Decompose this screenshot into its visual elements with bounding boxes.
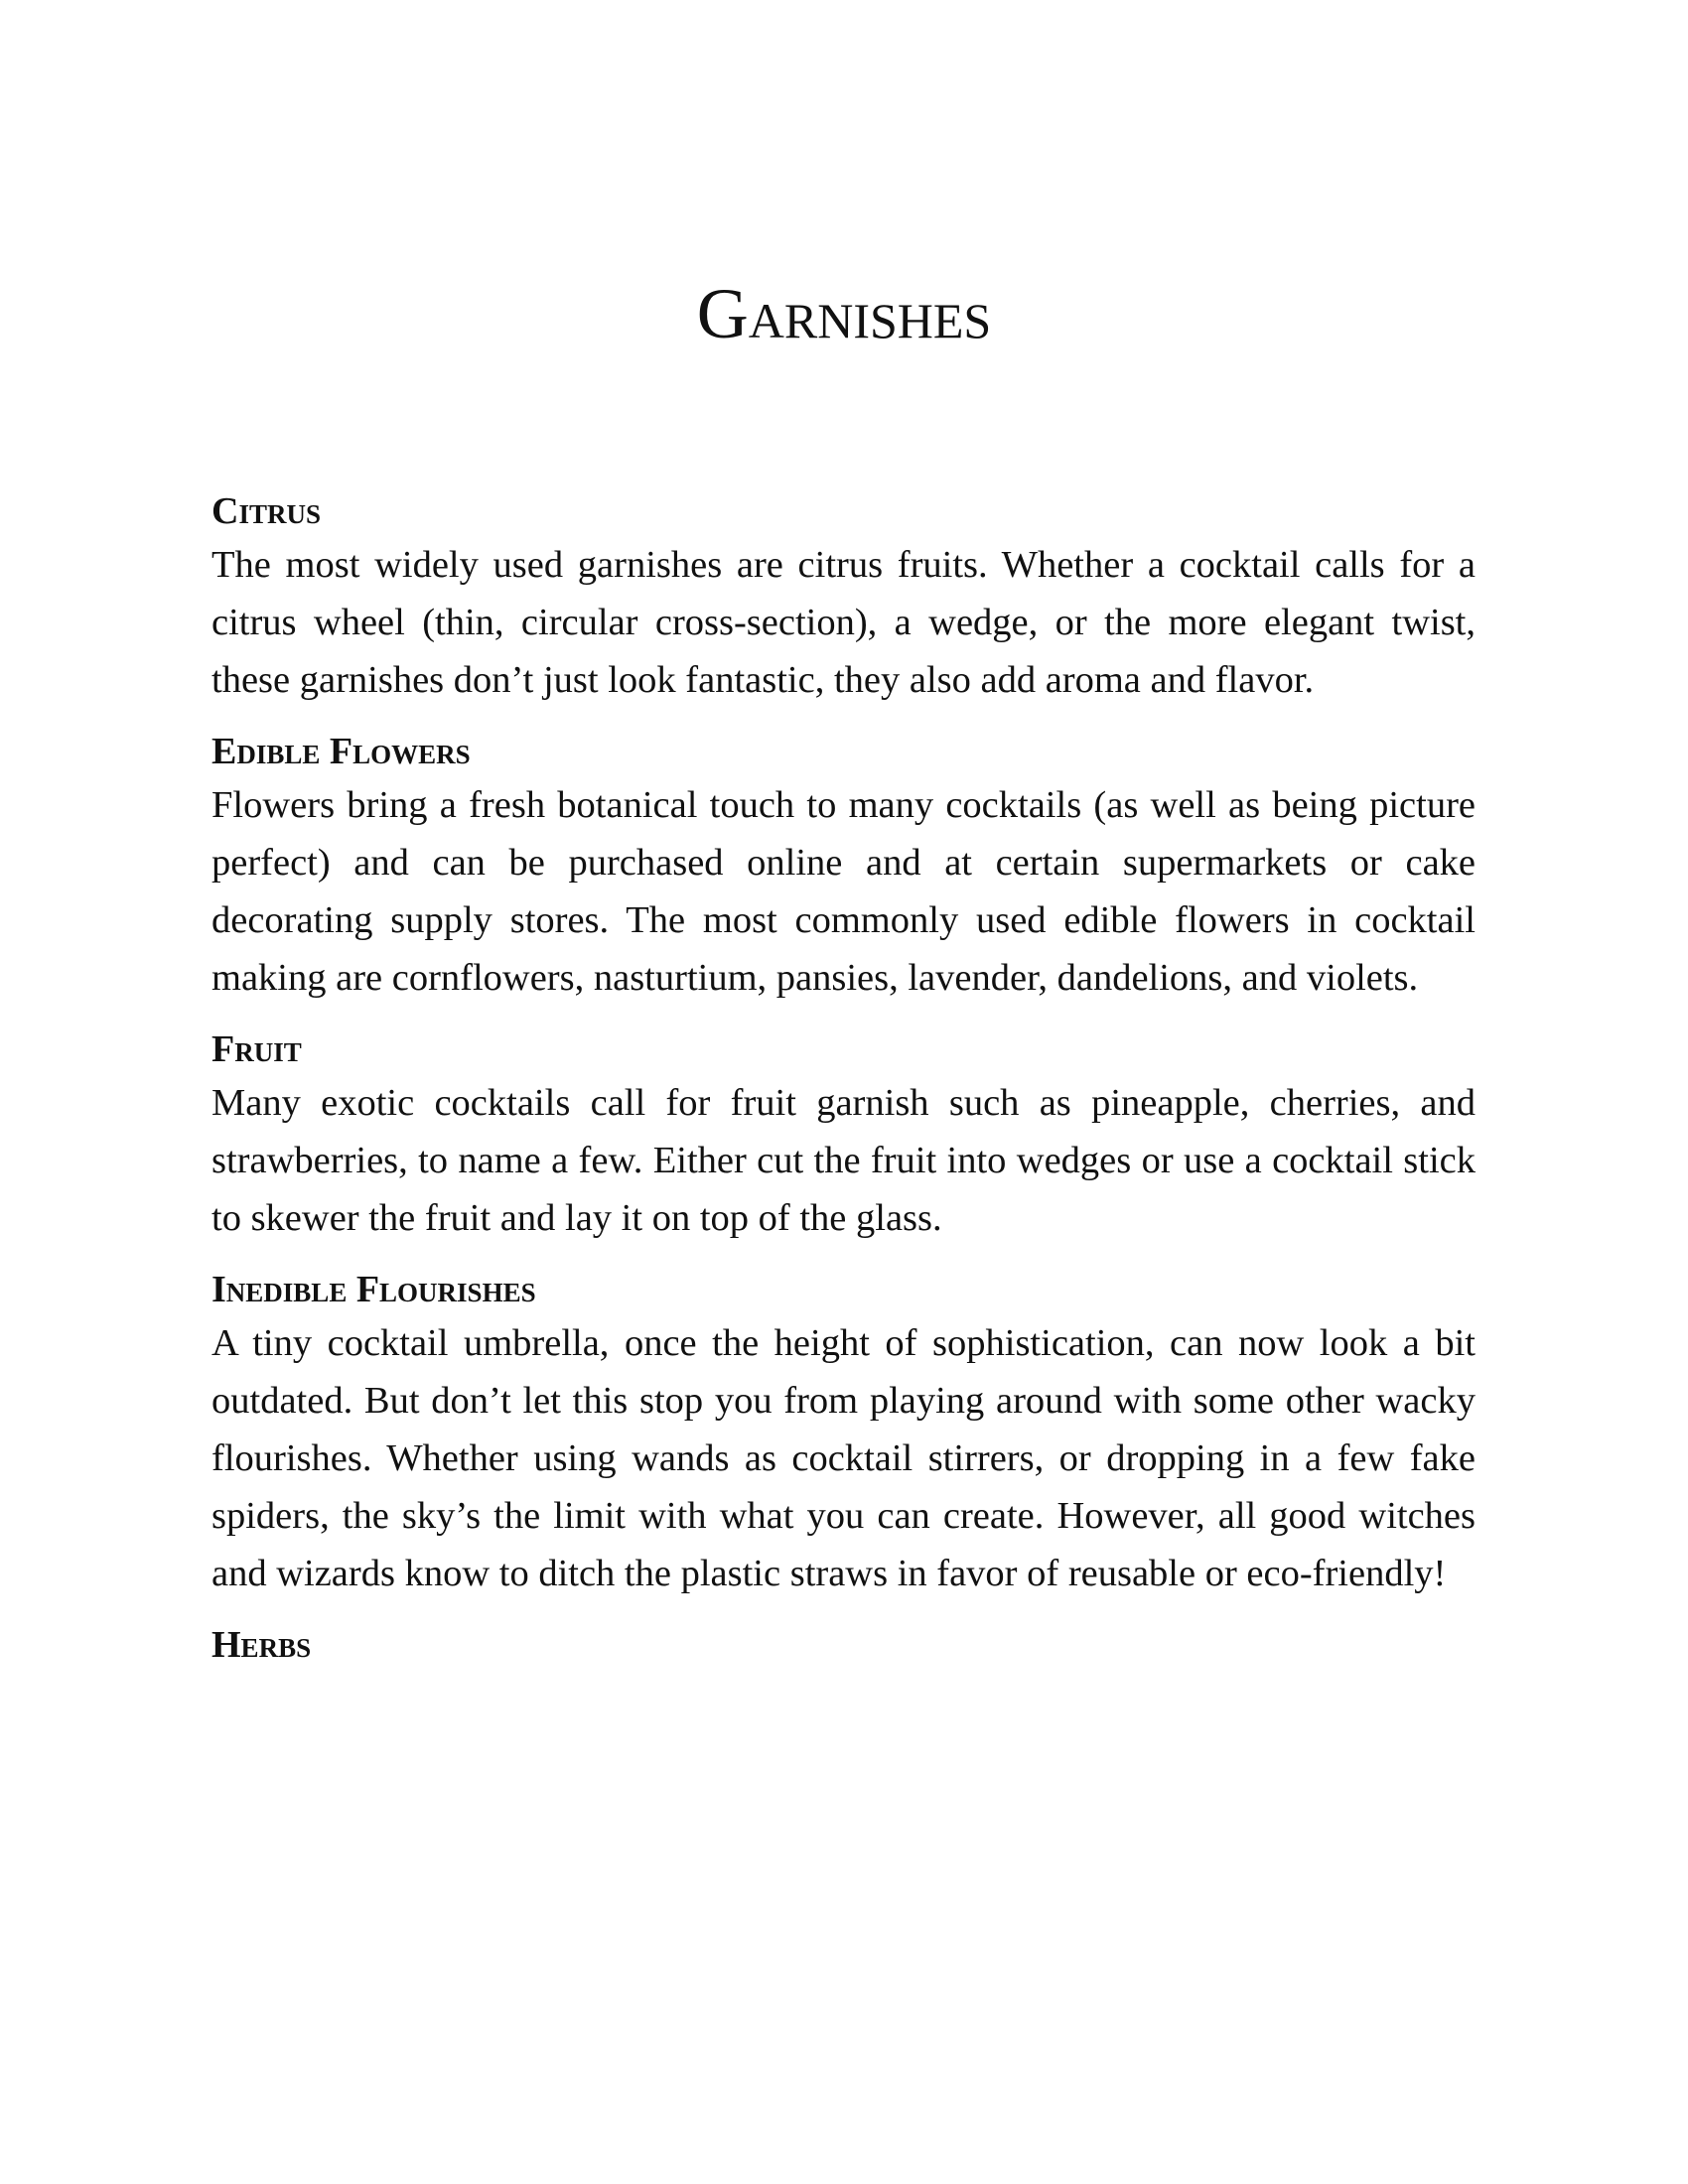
section-heading: Inedible Flourishes <box>211 1269 536 1310</box>
section-body: Flowers bring a fresh botanical touch to many cocktails (as well as being picture perfect) and can be purchased online and at certain supermarkets or cake decorating supply stores. The most commonly used edible flowers in cocktail making are cornflowers, nasturtium, pansies, lavender, dandelions, and violets. <box>211 784 1476 999</box>
section-inedible-flourishes <box>211 1265 1476 1602</box>
section-heading: Citrus <box>211 490 321 532</box>
document-content <box>211 486 1476 1688</box>
section-body: The most widely used garnishes are citrus fruits. Whether a cocktail calls for a citrus wheel (thin, circular cross-section), a wedge, or the more elegant twist, these garnishes don’t just look fantastic, they also add aroma and flavor. <box>211 544 1476 701</box>
page-title: Garnishes <box>696 274 992 353</box>
section-herbs <box>211 1620 1476 1670</box>
section-body: Many exotic cocktails call for fruit garnish such as pineapple, cherries, and strawberries, to name a few. Either cut the fruit into wedges or use a cocktail stick to skewer the fruit and lay it on top of the glass. <box>211 1082 1476 1239</box>
section-citrus <box>211 486 1476 709</box>
section-heading: Fruit <box>211 1028 302 1070</box>
section-edible-flowers <box>211 727 1476 1007</box>
section-fruit <box>211 1024 1476 1247</box>
section-heading: Herbs <box>211 1624 312 1666</box>
section-heading: Edible Flowers <box>211 731 471 772</box>
section-body: A tiny cocktail umbrella, once the height of sophistication, can now look a bit outdated. But don’t let this stop you from playing around with some other wacky flourishes. Whether using wands as cocktail stirrers, or dropping in a few fake spiders, the sky’s the limit with what you can create. However, all good witches and wizards know to ditch the plastic straws in favor of reusable or eco-friendly! <box>211 1322 1476 1594</box>
